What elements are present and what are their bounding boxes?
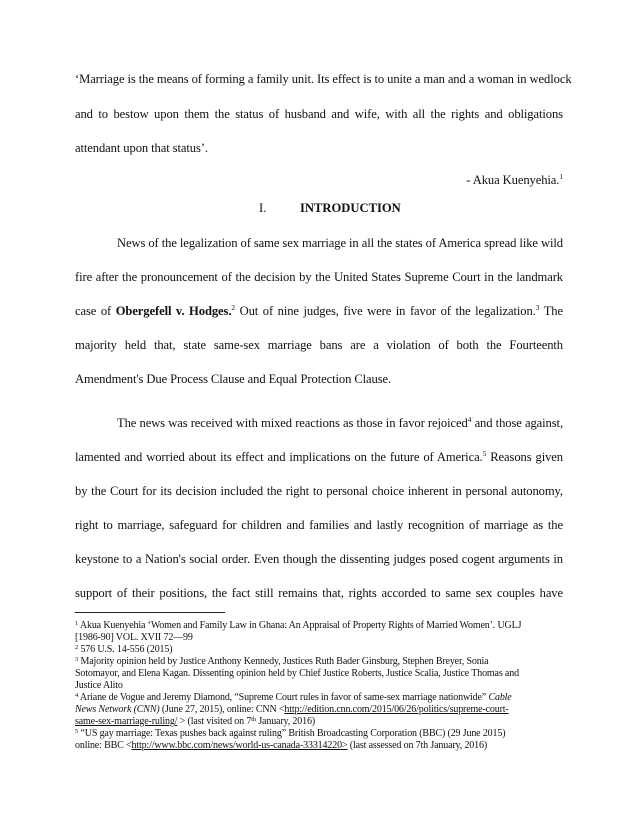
cnn-link-cont[interactable]: same-sex-marriage-ruling/ — [75, 716, 178, 727]
text: Out of nine judges, five were in favor of the legalization. — [235, 304, 536, 318]
text: lamented and worried about its effect and implications on the future of America. — [75, 450, 483, 464]
text: The — [539, 304, 563, 318]
footnote-2 — [75, 644, 565, 656]
footnote-ref: 2 — [231, 303, 236, 312]
footnote-3 — [75, 656, 565, 668]
footnote-5-cont — [75, 740, 565, 752]
case-name: Obergefell v. Hodges. — [115, 304, 232, 318]
text: Reasons given — [486, 450, 563, 464]
footnote-number: 1 — [75, 620, 79, 627]
bbc-link[interactable]: http://www.bbc.com/news/world-us-canada-33314220> — [131, 740, 348, 751]
para2-line-6: support of their positions, the fact still remains that, rights accorded to same sex couples have — [75, 586, 563, 600]
text: and those against, — [471, 416, 564, 430]
publication-name: News Network (CNN) — [75, 704, 160, 715]
attribution-text: - Akua Kuenyehia. — [466, 173, 560, 187]
section-title: INTRODUCTION — [300, 201, 401, 215]
text: case of — [75, 304, 112, 318]
footnote-ref: 5 — [482, 449, 487, 458]
footnote-ref: 3 — [535, 303, 540, 312]
ordinal-suffix: th — [251, 716, 256, 723]
text: (June 27, 2015), online: CNN < — [159, 704, 285, 715]
text: online: BBC < — [75, 740, 132, 751]
footnote-4 — [75, 692, 565, 704]
footnote-1-cont: [1986-90] VOL. XVII 72—99 — [75, 632, 193, 643]
footnote-5 — [75, 728, 565, 740]
text: January, 2016) — [255, 716, 315, 727]
epigraph-line-3: attendant upon that status’. — [75, 141, 208, 155]
text: “US gay marriage: Texas pushes back against ruling” British Broadcasting Corporation (BBC) (29 June 2015) — [78, 728, 506, 739]
text: Akua Kuenyehia ‘Women and Family Law in Ghana: An Appraisal of Property Rights of Married Women’. UGLJ — [78, 620, 522, 631]
epigraph-attribution — [75, 173, 563, 188]
footnote-1 — [75, 620, 565, 632]
publication-name: Cable — [488, 692, 512, 703]
text: (last assessed on 7th January, 2016) — [347, 740, 488, 751]
para2-line-2 — [75, 450, 563, 465]
text: 576 U.S. 14-556 (2015) — [78, 644, 173, 655]
epigraph-line-2: and to bestow upon them the status of husband and wife, with all the rights and obligations — [75, 107, 563, 121]
para1-line-4: majority held that, state same-sex marriage bans are a violation of both the Fourteenth — [75, 338, 563, 352]
text: Ariane de Vogue and Jeremy Diamond, “Supreme Court rules in favor of same-sex marriage nationwide” — [78, 692, 489, 703]
footnote-number: 5 — [75, 728, 79, 735]
para1-line-5: Amendment's Due Process Clause and Equal Protection Clause. — [75, 372, 392, 386]
footnote-4-cont — [75, 704, 565, 716]
footnote-3-cont: Sotomayor, and Elena Kagan. Dissenting opinion held by Chief Justice Roberts, Justice Scalia, Justice Thomas and — [75, 668, 519, 679]
para1-line-3 — [75, 304, 563, 319]
para1-line-2: fire after the pronouncement of the decision by the United States Supreme Court in the landmark — [75, 270, 563, 284]
para2-line-4: right to marriage, safeguard for children and families and lastly recognition of marriage as the — [75, 518, 563, 532]
footnote-ref: 1 — [559, 172, 563, 181]
para2-line-1 — [117, 416, 563, 431]
cnn-link[interactable]: http://edition.cnn.com/2015/06/26/politics/supreme-court- — [284, 704, 509, 715]
footnote-number: 4 — [75, 692, 79, 699]
section-number: I. — [259, 201, 267, 215]
footnote-4-cont-2 — [75, 716, 565, 728]
footnote-ref: 4 — [467, 415, 472, 424]
para1-line-1: News of the legalization of same sex marriage in all the states of America spread like wild — [117, 236, 563, 250]
para2-line-3: by the Court for its decision included the right to personal choice inherent in personal autonomy, — [75, 484, 563, 498]
para2-line-5: keystone to a Nation's social order. Even though the dissenting judges posed cogent arguments in — [75, 552, 563, 566]
footnote-separator — [75, 612, 225, 613]
text: > (last visited on 7 — [177, 716, 252, 727]
footnote-number: 3 — [75, 656, 79, 663]
footnote-number: 2 — [75, 644, 79, 651]
text: The news was received with mixed reactions as those in favor rejoiced — [117, 416, 468, 430]
text: Majority opinion held by Justice Anthony Kennedy, Justices Ruth Bader Ginsburg, Stephen Breyer, Sonia — [78, 656, 489, 667]
footnote-3-cont-2: Justice Alito — [75, 680, 123, 691]
epigraph-line-1: ‘Marriage is the means of forming a family unit. Its effect is to unite a man and a woman in wedlock — [75, 72, 572, 86]
